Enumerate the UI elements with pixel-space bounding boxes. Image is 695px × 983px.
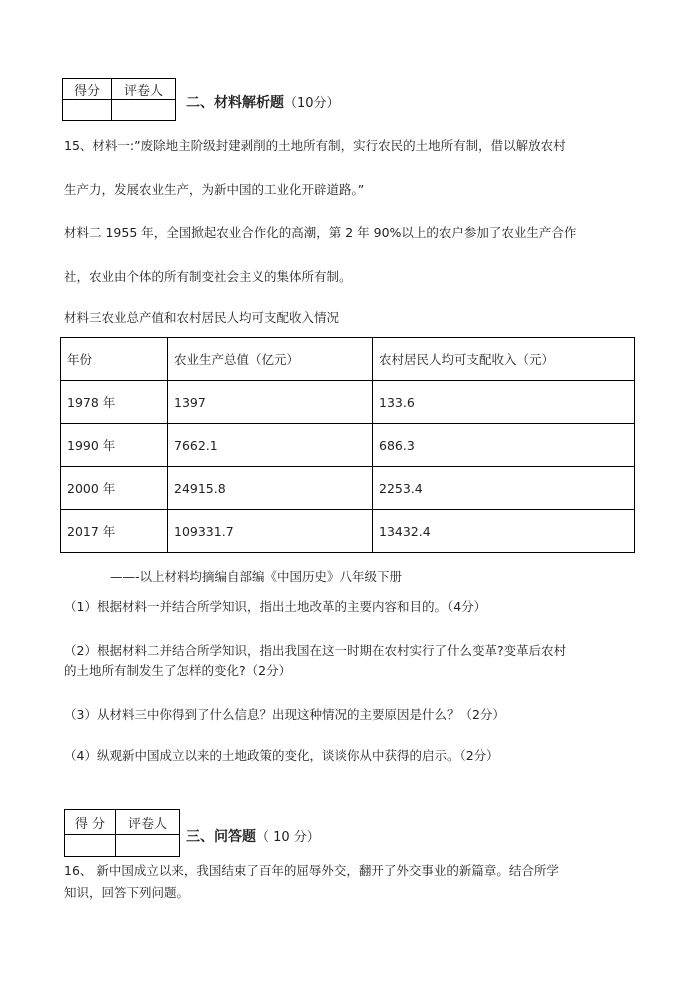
table-header: 农村居民人均可支配收入（元） [373, 338, 635, 381]
section2-heading [186, 92, 340, 112]
table-header-row [61, 338, 635, 381]
table-row [61, 424, 635, 467]
q15-data-table [60, 337, 635, 553]
q15-material1-line1: 15、材料一:”废除地主阶级封建剥削的土地所有制，实行农民的土地所有制，借以解放农村 [64, 138, 566, 153]
table-cell: 2000 年 [61, 467, 168, 510]
section3-points: （ 10 分） [256, 830, 320, 845]
section2-title: 二、材料解析题 [186, 95, 284, 111]
table-cell: 24915.8 [168, 467, 373, 510]
table-cell: 1397 [168, 381, 373, 424]
q15-material1-line2: 生产力，发展农业生产，为新中国的工业化开辟道路。” [64, 182, 365, 197]
section3-title: 三、问答题 [186, 829, 256, 845]
score-box-section2 [62, 78, 176, 121]
grader-cell[interactable] [116, 835, 180, 857]
section3-heading [186, 826, 320, 846]
q15-table-title: 材料三农业总产值和农村居民人均可支配收入情况 [64, 310, 340, 325]
score-cell[interactable] [65, 835, 116, 857]
table-cell: 109331.7 [168, 510, 373, 553]
q15-material2-line1: 材料二 1955 年，全国掀起农业合作化的高潮，第 2 年 90%以上的农户参加了农业生产合作 [64, 225, 577, 240]
q15-sub4: （4）纵观新中国成立以来的土地政策的变化，谈谈你从中获得的启示。（2分） [64, 748, 499, 763]
grader-label: 评卷人 [112, 79, 176, 100]
table-row [61, 467, 635, 510]
table-cell: 1978 年 [61, 381, 168, 424]
score-label: 得分 [63, 79, 112, 100]
score-box-section3 [64, 809, 180, 857]
table-cell: 7662.1 [168, 424, 373, 467]
grader-cell[interactable] [112, 100, 176, 121]
table-cell: 1990 年 [61, 424, 168, 467]
table-row [61, 381, 635, 424]
table-cell: 13432.4 [373, 510, 635, 553]
grader-label: 评卷人 [116, 810, 180, 835]
q15-sub2-line2: 的土地所有制发生了怎样的变化?（2分） [64, 663, 292, 678]
section2-points: （10分） [284, 96, 340, 111]
table-row [61, 510, 635, 553]
table-cell: 133.6 [373, 381, 635, 424]
q15-sub2-line1: （2）根据材料二并结合所学知识，指出我国在这一时期在农村实行了什么变革?变革后农村 [64, 643, 567, 658]
table-cell: 686.3 [373, 424, 635, 467]
table-header: 年份 [61, 338, 168, 381]
score-cell[interactable] [63, 100, 112, 121]
table-cell: 2253.4 [373, 467, 635, 510]
table-cell: 2017 年 [61, 510, 168, 553]
q15-material2-line2: 社，农业由个体的所有制变社会主义的集体所有制。 [64, 269, 352, 284]
q15-source: ——-以上材料均摘编自部编《中国历史》八年级下册 [110, 569, 403, 584]
score-label: 得 分 [65, 810, 116, 835]
q15-sub3: （3）从材料三中你得到了什么信息？出现这种情况的主要原因是什么？（2分） [64, 707, 505, 722]
table-header: 农业生产总值（亿元） [168, 338, 373, 381]
q16-line1: 16、 新中国成立以来，我国结束了百年的屈辱外交，翻开了外交事业的新篇章。结合所学 [64, 863, 559, 878]
q15-sub1: （1）根据材料一并结合所学知识，指出土地改革的主要内容和目的。（4分） [64, 599, 487, 614]
q16-line2: 知识，回答下列问题。 [64, 885, 190, 900]
